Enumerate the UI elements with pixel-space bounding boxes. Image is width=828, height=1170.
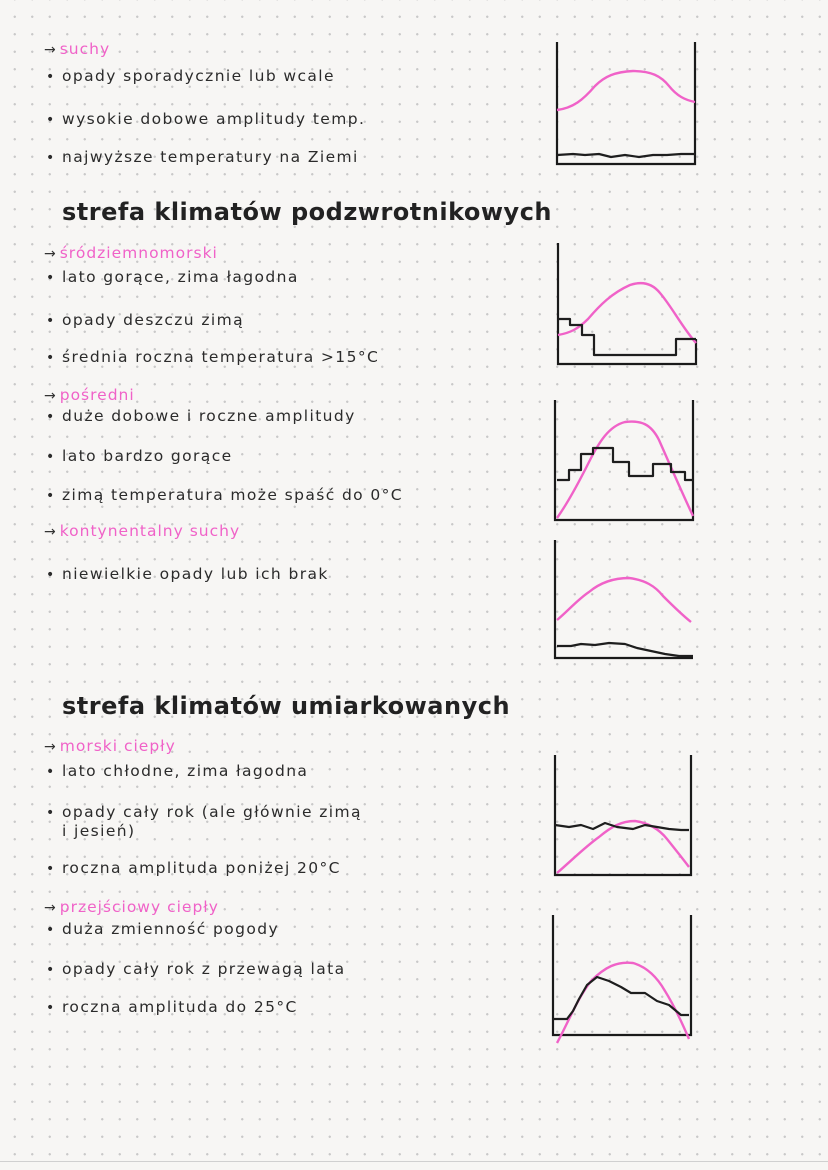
bullet-icon: • xyxy=(46,1000,56,1016)
arrow-icon: → xyxy=(44,524,57,540)
chart-frame xyxy=(555,540,693,658)
bullet-icon: • xyxy=(46,764,56,780)
section-heading-subtropical: strefa klimatów podzwrotnikowych xyxy=(62,198,552,226)
temperature-line xyxy=(557,578,691,622)
bullet-icon: • xyxy=(46,805,56,821)
list-item: • opady deszczu zimą xyxy=(46,311,244,329)
bullet-icon: • xyxy=(46,488,56,504)
list-item: • lato bardzo gorące xyxy=(46,447,233,465)
list-item: • wysokie dobowe amplitudy temp. xyxy=(46,110,366,128)
bullet-icon: • xyxy=(46,313,56,329)
precipitation-line xyxy=(557,448,693,480)
climate-sketch-transitional-warm xyxy=(551,915,696,1045)
precipitation-line xyxy=(558,319,696,355)
arrow-icon: → xyxy=(44,42,57,58)
bullet-icon: • xyxy=(46,270,56,286)
list-item: • duża zmienność pogody xyxy=(46,920,280,938)
bullet-icon: • xyxy=(46,112,56,128)
bullet-icon: • xyxy=(46,350,56,366)
chart-frame xyxy=(553,915,691,1035)
arrow-icon: → xyxy=(44,246,57,262)
bullet-icon: • xyxy=(46,409,56,425)
list-item: • opady cały rok z przewagą lata xyxy=(46,960,346,978)
climate-name-dry: → suchy xyxy=(44,40,111,58)
chart-frame xyxy=(555,400,693,520)
climate-sketch-dry xyxy=(555,42,700,167)
climate-sketch-transitional-subtropical xyxy=(553,400,698,525)
bullet-icon: • xyxy=(46,69,56,85)
bullet-icon: • xyxy=(46,861,56,877)
list-item: • lato chłodne, zima łagodna xyxy=(46,762,309,780)
list-item: • duże dobowe i roczne amplitudy xyxy=(46,407,356,425)
climate-name-continental-dry: → kontynentalny suchy xyxy=(44,522,241,540)
list-item: • opady sporadycznie lub wcale xyxy=(46,67,335,85)
list-item-continuation: i jesień) xyxy=(62,822,136,840)
climate-name-transitional-subtropical: → pośredni xyxy=(44,386,135,404)
list-item: • opady cały rok (ale głównie zimą xyxy=(46,803,362,821)
precipitation-line xyxy=(557,154,695,157)
list-item: • zimą temperatura może spaść do 0°C xyxy=(46,486,404,504)
section-heading-temperate: strefa klimatów umiarkowanych xyxy=(62,692,511,720)
climate-name-mediterranean: → śródziemnomorski xyxy=(44,244,218,262)
arrow-icon: → xyxy=(44,739,57,755)
arrow-icon: → xyxy=(44,900,57,916)
climate-sketch-continental-dry xyxy=(553,540,698,665)
bullet-icon: • xyxy=(46,567,56,583)
list-item: • niewielkie opady lub ich brak xyxy=(46,565,329,583)
temperature-line xyxy=(558,283,696,343)
arrow-icon: → xyxy=(44,388,57,404)
climate-name-maritime-warm: → morski ciepły xyxy=(44,737,176,755)
climate-sketch-mediterranean xyxy=(556,243,701,368)
temperature-line xyxy=(557,71,695,110)
list-item: • najwyższe temperatury na Ziemi xyxy=(46,148,359,166)
list-item: • roczna amplituda do 25°C xyxy=(46,998,298,1016)
bullet-icon: • xyxy=(46,449,56,465)
precipitation-line xyxy=(557,643,693,656)
list-item: • roczna amplituda poniżej 20°C xyxy=(46,859,341,877)
climate-name-transitional-warm: → przejściowy ciepły xyxy=(44,898,219,916)
bullet-icon: • xyxy=(46,150,56,166)
page-edge xyxy=(0,1161,828,1162)
climate-sketch-maritime-warm xyxy=(553,755,698,880)
bullet-icon: • xyxy=(46,922,56,938)
list-item: • średnia roczna temperatura >15°C xyxy=(46,348,380,366)
list-item: • lato gorące, zima łagodna xyxy=(46,268,299,286)
bullet-icon: • xyxy=(46,962,56,978)
